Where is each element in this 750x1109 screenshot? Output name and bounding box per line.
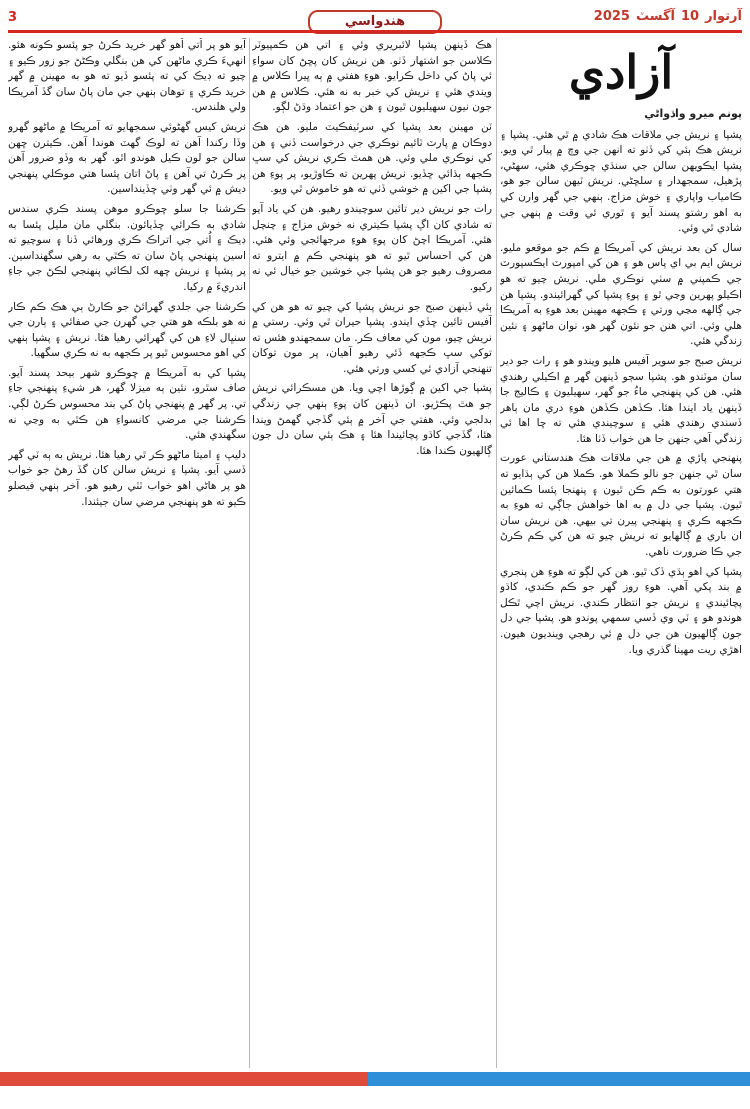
article-byline: پونم ميرو واڌواڻي <box>644 107 742 120</box>
article-column-1 <box>500 38 742 1068</box>
paragraph: هڪ ڏينهن پشپا لائبريري وئي ۽ اتي هن ڪمپيوٽر ڪلاسن جو اشتهار ڏٺو. هن نريش کان پڇڻ کان سواءِ ئي پاڻ کي داخل ڪرايو. هوءِ هفتي ۾ ٻه ڀيرا ڪلاس ۾ ويندي هئي ۽ نريش کي خبر به نه هئي. ڪلاس ۾ هن جون نيون سهيليون ٿيون ۽ هن جو اعتماد وڌڻ لڳو. <box>252 39 492 114</box>
paragraph: ڪرشنا جي جلدي گهرائڻ جو ڪارڻ ٻي هڪ ڪم ڪار نه هو بلڪه هو هتي جي گهرن جي صفائي ۽ ٻارن جي سنڀال لاءِ هن کي گهرائي رهيا هئا. نريش ۽ پشپا ٻنهي کي اهو محسوس ٿيو پر ڪجهه به نه ڪري سگهيا. <box>8 300 246 360</box>
paragraph: ٻئي ڏينهن صبح جو نريش پشپا کي چيو ته هو هن کي آفيس تائين ڇڏي ايندو. پشپا حيران ٿي وئي. رستي ۾ نريش چيو، مون کي معاف ڪر. مان سمجهندو هئس ته توکي سڀ ڪجهه ڏئي رهيو آهيان، پر مون توکان تنهنجي آزادي ئي کسي ورتي هئي. <box>252 300 492 375</box>
newspaper-masthead: هندواسي <box>308 10 442 34</box>
date-month: آگسٽ <box>635 9 675 24</box>
date-year: 2025 <box>593 9 630 24</box>
paragraph: ڪرشنا جا سلو ڇوڪرو موهن پسند ڪري سندس شادي به ڪرائي ڇڏيائون. بنگلي مان مليل پئسا به ڊيڪ ۽ اُتي جي اتراڪ ڪري ورهائي ڏنا ۽ سوچيو ته اسين پنهنجي پاڻ سان ته ڪٿي به رهي سگهنداسين. پر پشپا ۽ نريش ڇهه لک لڪائي پنهنجي لڪڻ جي جاءِ اندريءَ ۾ رکيا. <box>8 202 246 293</box>
top-edge <box>0 0 750 4</box>
footer-bar-blue <box>368 1072 750 1086</box>
article-column-2 <box>252 38 492 1068</box>
paragraph: آيو هو پر اُتي اُهو گهر خريد ڪرڻ جو پئسو ڪونه هئو. انهيءَ ڪري ماڻهن کي هن بنگلي وڪڻڻ جو زور ڪيو ۽ چيو ته ڊيڪ کي ته پئسو ڏيو ته هو به مهينن ۾ گهر خريد ڪري ۽ توهان ٻنهي جي مان پاڻ سان گڏ آمريڪا ولي هلندس. <box>8 39 246 114</box>
article-title: آزادي <box>568 45 674 99</box>
issue-date <box>588 9 742 24</box>
paragraph: پشپا ۽ نريش جي ملاقات هڪ شادي ۾ ٿي هئي. پشپا ۽ نريش هڪ ٻئي کي ڏٺو ته انهن جي وچ ۾ پيار ٿي ويو. پشپا ايڪويهن سالن جي سنڌي ڇوڪري هئي، سهڻي، پڙهيل، سمجهدار ۽ سلڇڻي. نريش ٽيهن سالن جو هو، ڪامياب واپاري ۽ خوش مزاج. ٻنهي جي گهر وارن کي به اهو رشتو پسند آيو ۽ ٿوري ئي وقت ۾ ٻنهي جي شادي ٿي وئي. <box>500 128 742 235</box>
paragraph: رات جو نريش دير تائين سوچيندو رهيو. هن کي ياد آيو ته شادي کان اڳ پشپا ڪيتري نه خوش مزاج ۽ چنچل هئي. آمريڪا اچڻ کان پوءِ هوءِ مرجهائجي وئي هئي. هن کي احساس ٿيو ته هو پنهنجي ڪم ۾ ايترو ته مصروف رهيو جو هن پشپا جي خوشين جو خيال ئي نه رکيو. <box>252 202 492 293</box>
paragraph: نريش کيس گهڻوئي سمجهايو ته آمريڪا ۾ ماڻهو گهرو وڏا رکندا آهن ته لوڪ گهٽ هوندا آهن. ڪيترن ڇهن سالن جو لون ڪيل هوندو اٿو. گهر به وڏو ضرور آهن پر ڪرڻ تي آهن ۽ پاڻ اتان پئسا هتي موڪلي پنهنجي ديش ۾ ئي گهر وٺي ڇڏينداسين. <box>8 120 246 196</box>
paragraph: پنهنجي پاڙي ۾ هن جي ملاقات هڪ هندستاني عورت سان ٿي جنهن جو نالو ڪملا هو. ڪملا هن کي ٻڌايو ته هتي عورتون به ڪم ڪن ٿيون ۽ پنهنجا پئسا ڪمائين ٿيون. پشپا جي دل ۾ به اها خواهش جاڳي ته هوءِ به ڪجهه ڪري ۽ پنهنجي پيرن تي بيهي. هن نريش سان ان باري ۾ ڳالهايو ته نريش چيو ته هن کي ڪم ڪرڻ جي ڪا ضرورت ناهي. <box>500 452 742 559</box>
paragraph: دليپ ۽ اميتا ماڻهو ڪر ٿي رهيا هئا. نريش به ٻه ٽي گهر ڏسي آيو. پشپا ۽ نريش سالن کان گڏ رهڻ جو خواب هو پر هاڻي اهو خواب ٽٽي رهيو هو. آخر ٻنهي فيصلو ڪيو ته هو پنهنجي مرضي سان جيئندا. <box>8 448 246 508</box>
page-number: 3 <box>8 10 18 25</box>
footer-bar-red <box>0 1072 368 1086</box>
column-divider <box>249 38 250 1068</box>
header-rule <box>8 30 742 33</box>
page-header <box>8 6 742 32</box>
paragraph: پشپا کي به آمريڪا ۾ ڇوڪرو شهر بيحد پسند آيو. صاف سٿرو، نئين ٻه ميزلا گهر، هر شيءِ پنهنجي جاءِ تي. پر گهر ۾ پنهنجي پاڻ کي بند محسوس ڪرڻ لڳي. ڪرشنا جي مرضي کانسواءِ هن ڪٿي به وڃي نه سگهندي هئي. <box>8 366 246 442</box>
paragraph: ٽن مهينن بعد پشپا کي سرٽيفڪيٽ مليو. هن هڪ دوڪان ۾ پارٽ ٽائيم نوڪري جي درخواست ڏني ۽ هن کي نوڪري ملي وئي. هن همٿ ڪري نريش کي سڀ ڪجهه ٻڌائي ڇڏيو. نريش پهرين ته ڪاوڙيو، پر پوءِ هن پشپا جي اکين ۾ خوشي ڏٺي ته هو خاموش ٿي ويو. <box>252 120 492 196</box>
paragraph: پشپا جي اکين ۾ ڳوڙها اچي ويا. هن مسڪرائي نريش جو هٿ پڪڙيو. ان ڏينهن کان پوءِ ٻنهي جي زندگي بدلجي وئي. هفتي جي آخر ۾ ٻئي گڏجي گهمڻ ويندا هئا، گڏجي کاڌو پچائيندا هئا ۽ هڪ ٻئي سان دل جون ڳالهيون ڪندا هئا. <box>252 382 492 457</box>
column-divider <box>496 38 497 1068</box>
paragraph: پشپا کي اهو ٻڌي ڏک ٿيو. هن کي لڳو ته هوءِ هن پنجري ۾ بند پکي آهي. هوءِ روز گهر جو ڪم ڪندي، کاڌو پچائيندي ۽ نريش جو انتظار ڪندي. نريش اچي ٿڪل هوندو هو ۽ ٽي وي ڏسي سمهي پوندو هو. پشپا جي دل جون ڳالهيون هن جي دل ۾ ئي رهجي وينديون هيون. اهڙي ريت مهينا گذري ويا. <box>500 565 742 656</box>
paragraph: سال کن بعد نريش کي آمريڪا ۾ ڪم جو موقعو مليو. نريش ايم بي اي پاس هو ۽ هن کي امپورٽ ايڪسپورٽ جي ڪمپني ۾ سٺي نوڪري ملي. نريش چيو ته هو اڪيلو پهرين وڃي ٿو ۽ پوءِ پشپا کي گهرائيندو. پشپا هن جي ڳالهه مڃي ورتي ۽ ڪجهه مهينن بعد هوءِ به آمريڪا هلي وئي. اتي هنن جو نئون گهر هو، نوان ماڻهو ۽ نئين زندگي هئي. <box>500 241 742 348</box>
footer-color-bar <box>0 1072 750 1086</box>
date-day: 10 <box>680 9 700 24</box>
paragraph: نريش صبح جو سوير آفيس هليو ويندو هو ۽ رات جو دير سان موٽندو هو. پشپا سڄو ڏينهن گهر ۾ اڪيلي رهندي هئي. هن کي پنهنجي ماءُ جو گهر، سهيليون ۽ ڪاليج جا ڏينهن ياد ايندا هئا. ڪڏهن ڪڏهن هوءِ دري مان ٻاهر ڏسندي رهندي هئي ۽ سوچيندي هئي ته ڇا اها ئي زندگي آهي جنهن جا هن خواب ڏٺا هئا. <box>500 354 742 445</box>
date-weekday: آرتوار <box>705 9 742 24</box>
article-column-3 <box>8 38 246 1068</box>
